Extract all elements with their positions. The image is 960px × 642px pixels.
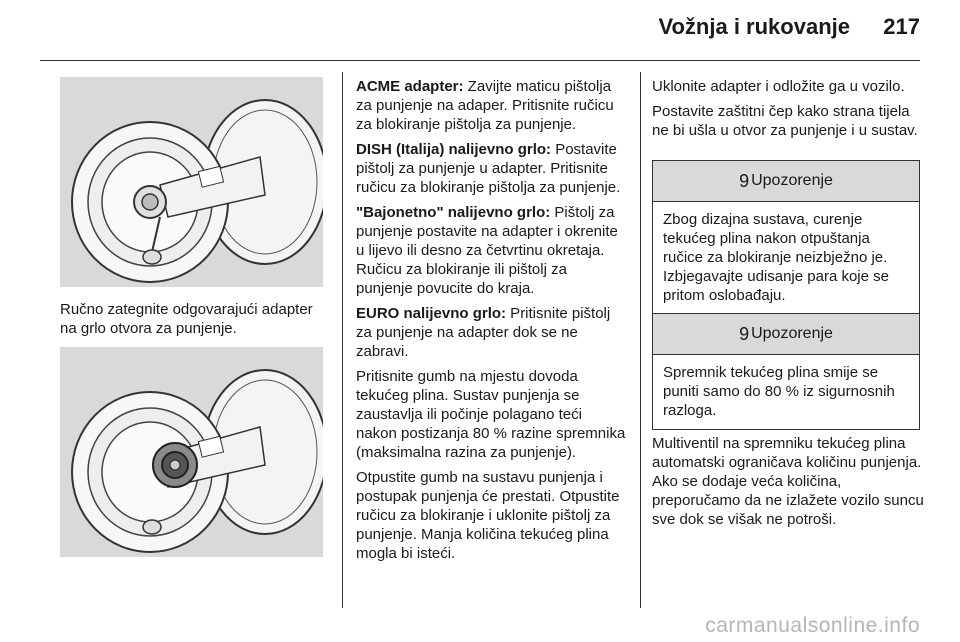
fuel-door-drawing	[60, 347, 323, 557]
warning-text: Spremnik tekućeg plina smije se puniti samo do 80 % iz sigurnosnih razloga.	[663, 364, 895, 419]
warning-header	[653, 314, 919, 355]
warning-text: Zbog dizajna sustava, curenje tekućeg plina nakon otpuštanja ručice za blokiranje neizbježno je. Izbjegavajte udisanje para koje se pritom oslobađaju.	[663, 211, 889, 304]
paragraph: Pritisnite gumb na mjestu dovoda tekućeg plina. Sustav punjenja se zaustavlja ili počinje polagano teći nakon postizanja 80 % razine spremnika (maksimalna razina za punjenje).	[356, 368, 626, 461]
header-title: Vožnja i rukovanje	[658, 14, 850, 39]
term: "Bajonetno" nalijevno grlo:	[356, 204, 551, 221]
term: EURO nalijevno grlo:	[356, 305, 507, 322]
header-rule	[40, 60, 920, 61]
illustration-caption: Ručno zategnite odgovarajući adapter na grlo otvora za punjenje.	[60, 301, 313, 337]
warning-box	[652, 313, 920, 430]
page-header	[0, 0, 960, 60]
warning-header	[653, 161, 919, 202]
fuel-door-drawing	[60, 77, 323, 287]
warning-title: Upozorenje	[751, 325, 833, 342]
term: ACME adapter:	[356, 78, 464, 95]
page-number: 217	[883, 14, 920, 39]
paragraph: Postavite zaštitni čep kako strana tijela ne bi ušla u otvor za punjenje i u sustav.	[652, 103, 918, 139]
paragraph: "Bajonetno" nalijevno grlo: Pištolj za punjenje postavite na adapter i okrenite u lijevo ili desno za četvrtinu okretaja. Ručicu za blokiranje ili pištolj za punjenje povucite do kraja.	[356, 204, 618, 297]
warning-icon: 9	[739, 170, 750, 191]
paragraph: ACME adapter: Zavijte maticu pištolja za punjenje na adaper. Pritisnite ručicu za blokiranje pištolja za punjenje.	[356, 78, 614, 133]
term: DISH (Italija) nalijevno grlo:	[356, 141, 552, 158]
middle-column	[356, 77, 626, 569]
right-column	[652, 77, 920, 146]
warning-icon: 9	[739, 323, 750, 344]
paragraph: DISH (Italija) nalijevno grlo: Postavite pištolj za punjenje u adapter. Pritisnite ručicu za blokiranje pištolja za punjenje.	[356, 141, 621, 196]
fuel-door-illustration-1	[60, 77, 323, 287]
paragraph: Otpustite gumb na sustavu punjenja i postupak punjenja će prestati. Otpustite ručicu za blokiranje i uklonite pištolj za punjenje. Manja količina tekućeg plina mogla bi isteći.	[356, 469, 620, 562]
fuel-door-illustration-2	[60, 347, 323, 557]
watermark: carmanualsonline.info	[705, 614, 920, 637]
warning-title: Upozorenje	[751, 172, 833, 189]
column-divider	[640, 72, 641, 608]
paragraph: EURO nalijevno grlo: Pritisnite pištolj za punjenje na adapter dok se ne zabravi.	[356, 305, 611, 360]
paragraph: Multiventil na spremniku tekućeg plina automatski ograničava količinu punjenja. Ako se dodaje veća količina, preporučamo da ne izlažete vozilo suncu sve dok se višak ne potroši.	[652, 435, 924, 528]
warning-box	[652, 160, 920, 315]
column-divider	[342, 72, 343, 608]
paragraph: Uklonite adapter i odložite ga u vozilo.	[652, 78, 905, 95]
